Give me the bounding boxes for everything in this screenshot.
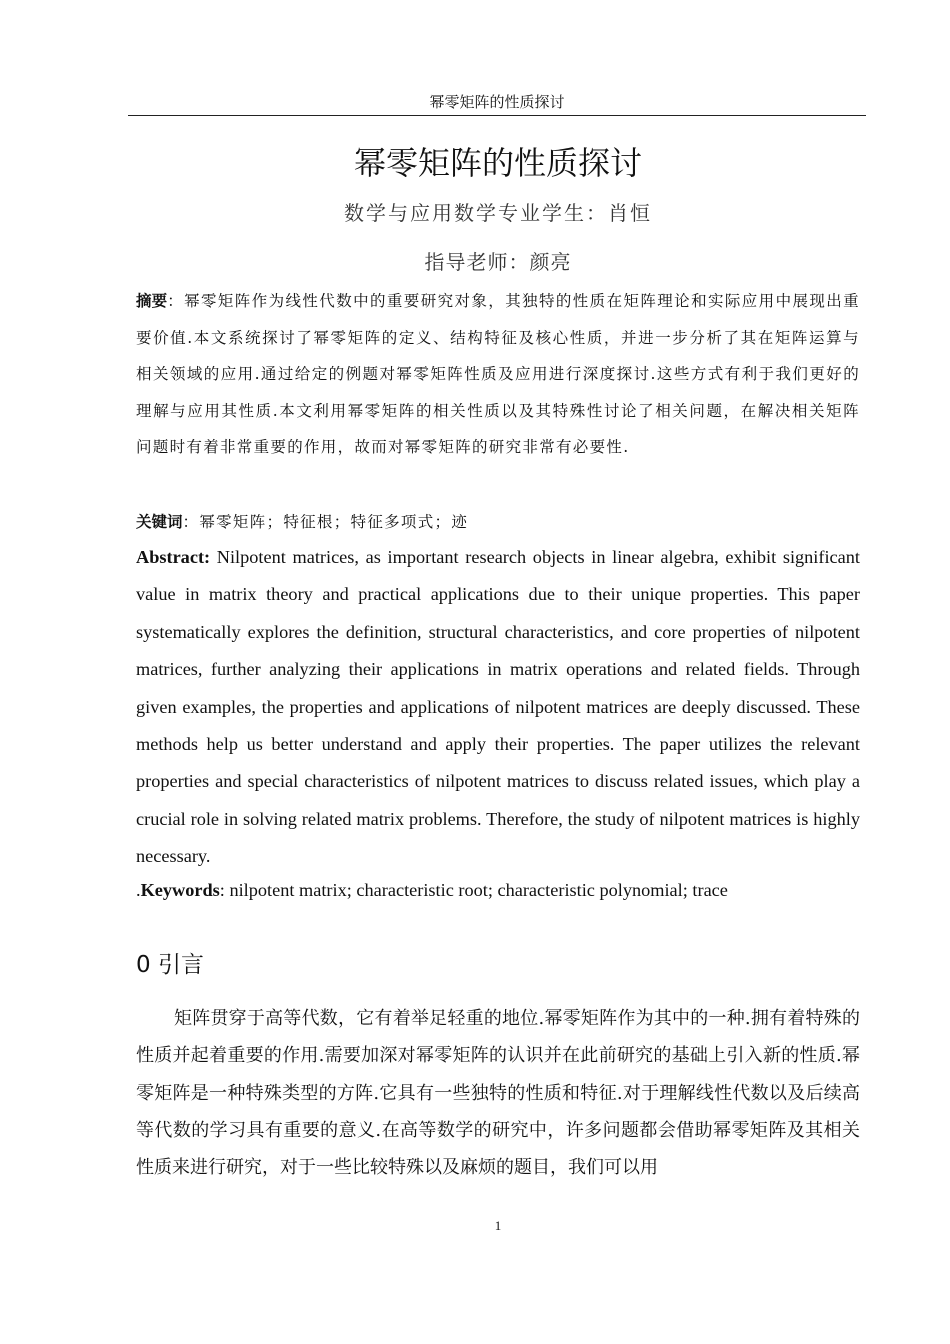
chinese-abstract-label: 摘要 xyxy=(136,292,168,310)
page-number: 1 xyxy=(494,1218,502,1233)
chinese-abstract-text: 幂零矩阵作为线性代数中的重要研究对象，其独特的性质在矩阵理论和实际应用中展现出重要价值.本文系统探讨了幂零矩阵的定义、结构特征及核心性质，并进一步分析了其在矩阵运算与相关领域的应用.通过给定的例题对幂零矩阵性质及应用进行深度探讨.这些方式有利于我们更好的理解与应用其性质.本文利用幂零矩阵的相关性质以及其特殊性讨论了相关问题，在解决相关矩阵问题时有着非常重要的作用，故而对幂零矩阵的研究非常有必要性. xyxy=(136,292,860,457)
author-line: 数学与应用数学专业学生：肖恒 xyxy=(344,201,652,225)
english-abstract-text: Nilpotent matrices, as important research objects in linear algebra, exhibit significant value in matrix theory and practical applications due to their unique properties. This paper systematically explores the definition, structural characteristics, and core properties of nilpotent matrices, further analyzing their applications in matrix operations and related fields. Through given examples, the properties and applications of nilpotent matrices are deeply discussed. These methods help us better understand and apply their properties. The paper utilizes the relevant properties and special characteristics of nilpotent matrices to discuss related issues, which play a crucial role in solving related matrix problems. Therefore, the study of nilpotent matrices is highly necessary. xyxy=(136,547,860,867)
section-heading-introduction: 0 引言 xyxy=(136,952,204,978)
english-keywords-prefix: . xyxy=(136,880,141,900)
english-keywords xyxy=(136,876,860,904)
english-abstract-label: Abstract: xyxy=(136,547,211,567)
chinese-keywords-label: 关键词 xyxy=(136,513,183,531)
advisor-line: 指导老师：颜亮 xyxy=(424,250,572,274)
chinese-abstract xyxy=(136,283,860,466)
chinese-keywords-text: 幂零矩阵；特征根；特征多项式；迹 xyxy=(199,513,469,531)
introduction-paragraph: 矩阵贯穿于高等代数，它有着举足轻重的地位.幂零矩阵作为其中的一种.拥有着特殊的性质并起着重要的作用.需要加深对幂零矩阵的认识并在此前研究的基础上引入新的性质.幂零矩阵是一种特殊类型的方阵.它具有一些独特的性质和特征.对于理解线性代数以及后续高等代数的学习具有重要的意义.在高等数学的研究中，许多问题都会借助幂零矩阵及其相关性质来进行研究，对于一些比较特殊以及麻烦的题目，我们可以用 xyxy=(136,1008,860,1179)
running-header: 幂零矩阵的性质探讨 xyxy=(128,92,866,116)
chinese-abstract-separator: ： xyxy=(167,292,185,310)
chinese-keywords-separator: ： xyxy=(182,513,200,531)
english-abstract xyxy=(136,539,860,876)
chinese-keywords xyxy=(136,508,860,536)
english-keywords-text: : nilpotent matrix; characteristic root; characteristic polynomial; trace xyxy=(219,880,728,900)
paper-title: 幂零矩阵的性质探讨 xyxy=(353,144,642,182)
english-keywords-label: Keywords xyxy=(140,880,220,900)
